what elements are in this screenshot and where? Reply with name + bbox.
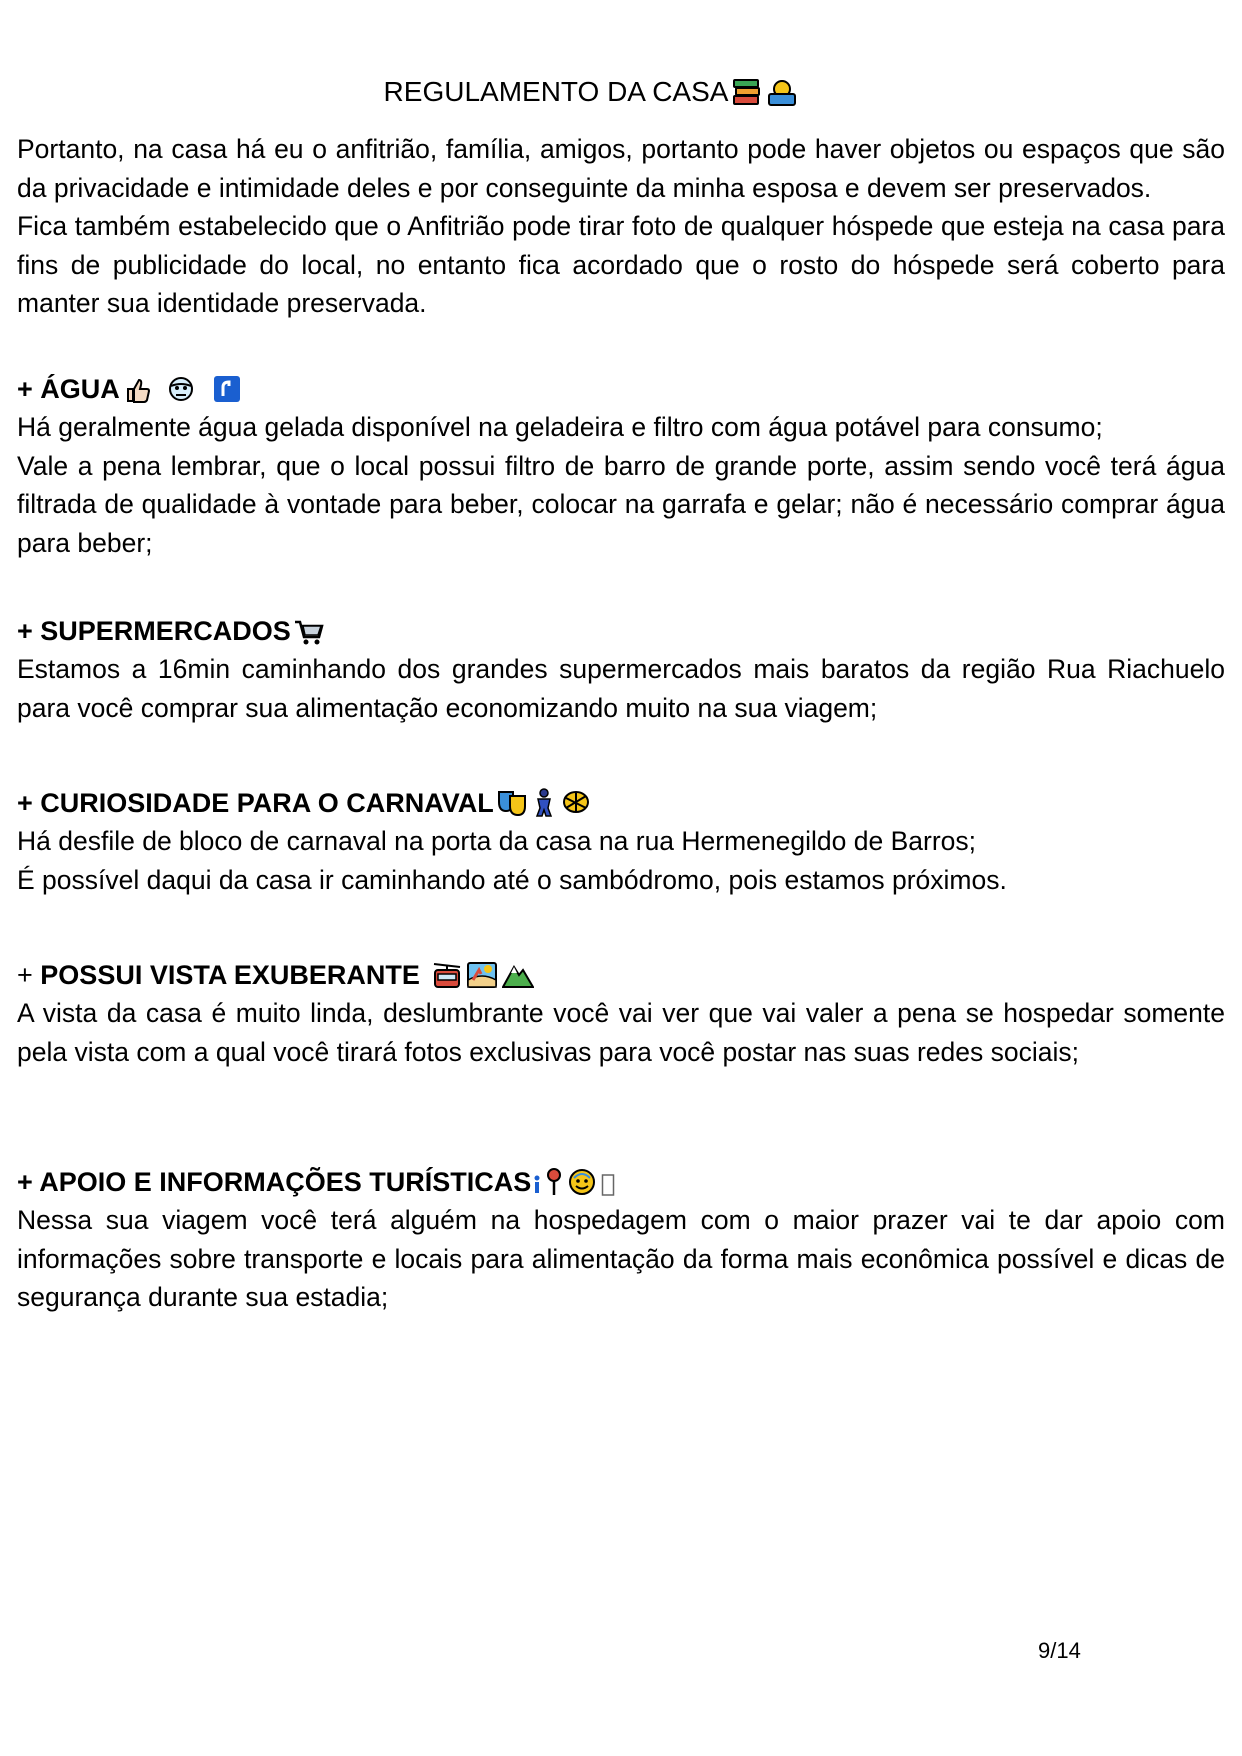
- dancer-icon: [532, 788, 556, 818]
- vista-plus: +: [17, 960, 33, 990]
- section-agua: [17, 370, 1225, 562]
- section-heading: [17, 370, 1225, 408]
- page-number: 9/14: [1038, 1638, 1081, 1663]
- section-supermercados: [17, 612, 1225, 727]
- mountain-icon: [502, 960, 534, 990]
- apoio-paragraph-1: Nessa sua viagem você terá alguém na hospedagem com o maior prazer vai te dar apoio com informações sobre transporte e locais para alimentação da forma mais econômica possível e dicas de segurança durante sua estadia;: [17, 1205, 1225, 1312]
- section-heading: [17, 956, 1225, 994]
- document-title: [0, 74, 1242, 110]
- info-icon: [531, 1169, 543, 1197]
- vista-heading: POSSUI VISTA EXUBERANTE: [40, 960, 420, 990]
- carnaval-heading: + CURIOSIDADE PARA O CARNAVAL: [17, 788, 494, 818]
- agua-paragraph-2: Vale a pena lembrar, que o local possui filtro de barro de grande porte, assim sendo você terá água filtrada de qualidade à vontade para beber, colocar na garrafa e gelar; não é necessário comprar água para beber;: [17, 450, 1225, 558]
- thumbs-up-icon: [124, 376, 152, 404]
- missing-glyph-icon: [601, 1173, 615, 1197]
- section-heading: [17, 612, 1225, 650]
- intro-paragraph-1: Portanto, na casa há eu o anfitrião, família, amigos, portanto pode haver objetos ou espaços que são da privacidade e intimidade deles e por conseguinte da minha esposa e devem ser preservados.: [17, 134, 1225, 203]
- cable-car-icon: [432, 960, 462, 990]
- apoio-heading: + APOIO E INFORMAÇÕES TURÍSTICAS: [17, 1167, 532, 1197]
- section-vista: [17, 956, 1225, 1071]
- drum-icon: [560, 788, 592, 818]
- smiling-face-icon: [567, 1167, 597, 1197]
- carnaval-paragraph-1: Há desfile de bloco de carnaval na porta da casa na rua Hermenegildo de Barros;: [17, 826, 976, 856]
- cold-face-icon: [166, 374, 196, 404]
- carnaval-paragraph-2: É possível daqui da casa ir caminhando até o sambódromo, pois estamos próximos.: [17, 864, 1007, 895]
- supermercados-heading: + SUPERMERCADOS: [17, 616, 291, 646]
- vista-paragraph-1: A vista da casa é muito linda, deslumbrante você vai ver que vai valer a pena se hospedar somente pela vista com a qual você tirará fotos exclusivas para você postar nas suas redes sociais;: [17, 998, 1225, 1067]
- section-carnaval: [17, 784, 1225, 899]
- supermercados-paragraph-1: Estamos a 16min caminhando dos grandes supermercados mais baratos da região Rua Riachuelo para você comprar sua alimentação economizando muito na sua viagem;: [17, 654, 1225, 723]
- pushpin-icon: [545, 1167, 563, 1197]
- intro-paragraph-2: Fica também estabelecido que o Anfitrião pode tirar foto de qualquer hóspede que esteja na casa para fins de publicidade do local, no entanto fica acordado que o rosto do hóspede será coberto para manter sua identidade preservada.: [17, 211, 1225, 318]
- performing-arts-icon: [496, 788, 528, 818]
- agua-heading: + ÁGUA: [17, 374, 120, 404]
- section-apoio: [17, 1163, 1225, 1317]
- books-icon: [732, 77, 762, 107]
- beach-icon: [466, 960, 498, 990]
- title-text: REGULAMENTO DA CASA: [383, 76, 729, 107]
- intro-section: [17, 130, 1225, 323]
- agua-paragraph-1: Há geralmente água gelada disponível na geladeira e filtro com água potável para consumo;: [17, 412, 1103, 442]
- person-in-bed-icon: [766, 77, 798, 107]
- section-heading: [17, 784, 1225, 822]
- potable-water-icon: [212, 374, 242, 404]
- section-heading: [17, 1163, 1225, 1201]
- shopping-cart-icon: [293, 618, 325, 646]
